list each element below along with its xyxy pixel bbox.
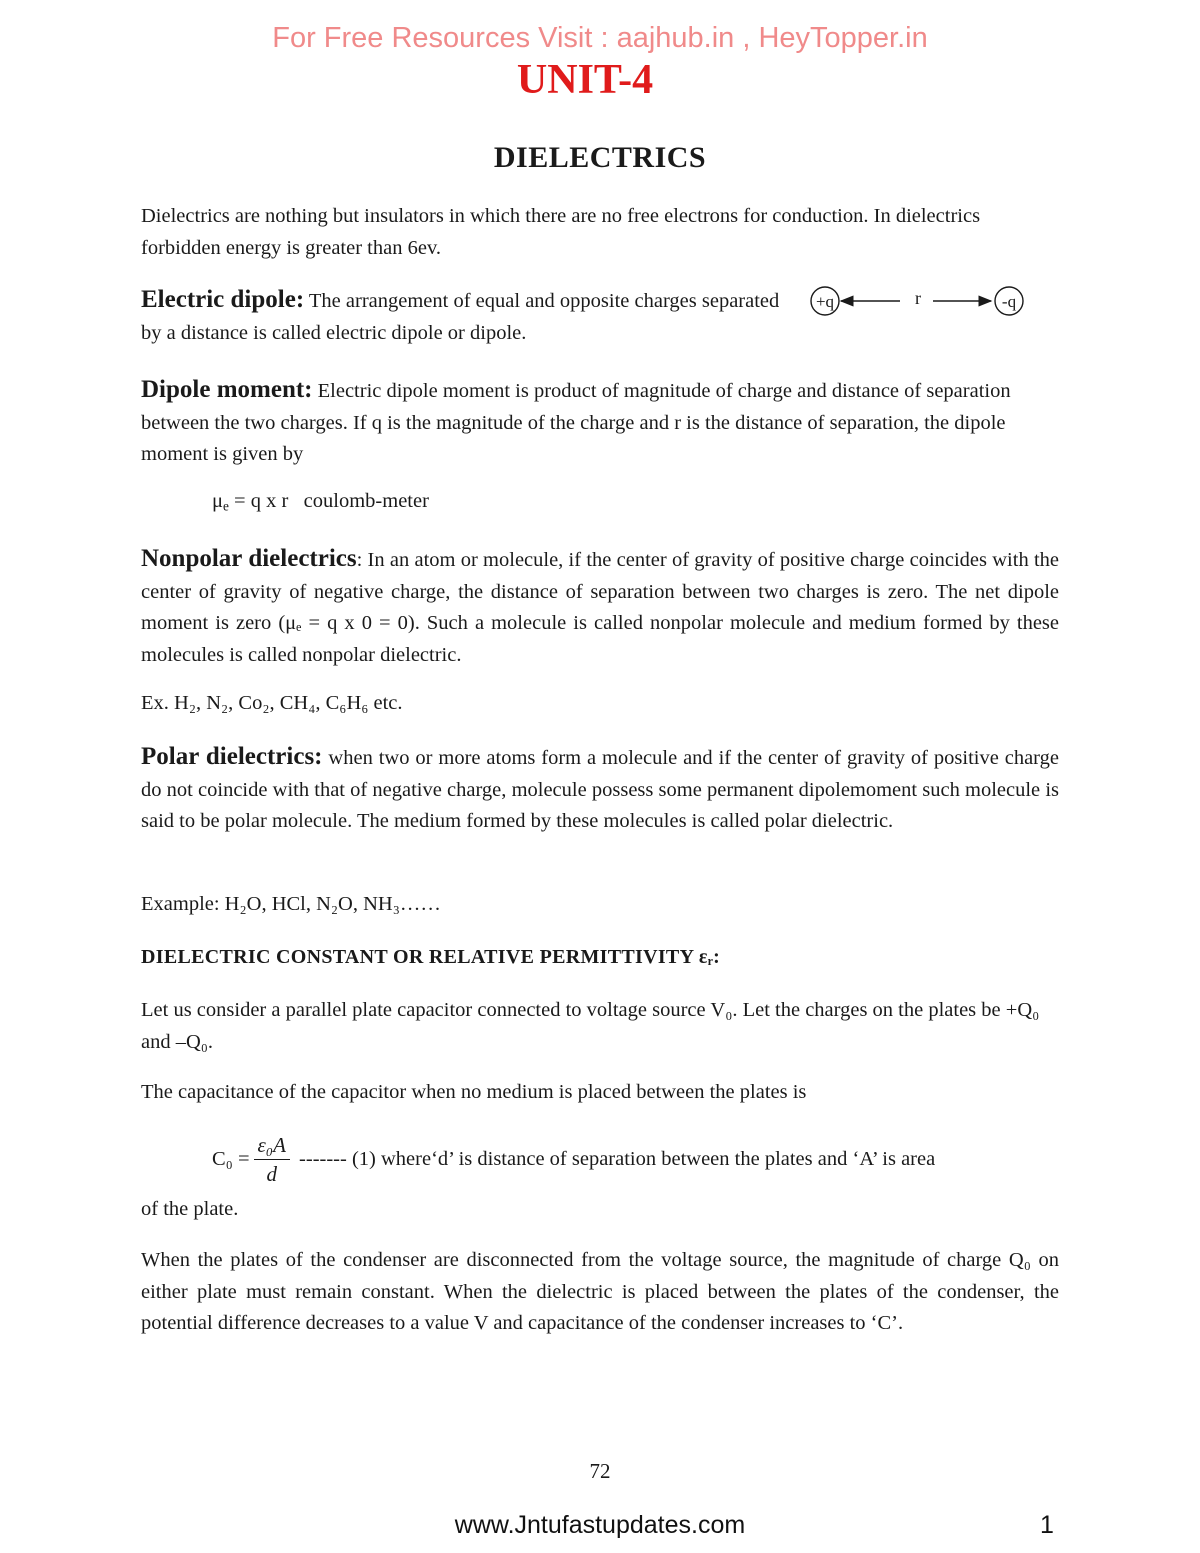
- electric-dipole-term: Electric dipole:: [141, 286, 305, 313]
- nonpolar-example: Ex. H₂, N₂, Co₂, CH₄, C₆H₆ etc.: [141, 692, 403, 714]
- electric-dipole-text: The arrangement of equal and opposite charges separated by a distance is called electric dipole or dipole.: [141, 290, 780, 344]
- polar-text: when two or more atoms form a molecule and if the center of gravity of positive charge do not coincide with that of negative charge, molecule possess some permanent dipolemoment such molecule is said to be polar molecule. The medium formed by these molecules is called polar dielectric.: [141, 747, 1059, 832]
- dipole-diagram: [805, 282, 1035, 322]
- nonpolar-paragraph: [141, 543, 1059, 671]
- formula-mu: μ: [212, 490, 223, 512]
- dielectric-constant-para3: When the plates of the condenser are disconnected from the voltage source, the magnitude of charge Q₀ on either plate must remain constant. When the dielectric is placed between the plates of the condenser, the potential difference decreases to a value V and capacitance of the condenser increases to ‘C’.: [141, 1249, 1059, 1334]
- nonpolar-text: : In an atom or molecule, if the center of gravity of positive charge coincides with the center of gravity of negative charge, the distance of separation between two charges is zero. The net dipole moment is zero (μₑ = q x 0 = 0). Such a molecule is called nonpolar molecule and medium formed by these molecules is called nonpolar dielectric.: [141, 549, 1059, 666]
- formula-fraction: [254, 1133, 290, 1186]
- formula-denominator: d: [266, 1162, 277, 1186]
- dipole-moment-paragraph: [141, 374, 1041, 471]
- page-number: 72: [589, 1459, 611, 1483]
- distance-label: r: [915, 288, 921, 308]
- dipole-moment-text: Electric dipole moment is product of magnitude of charge and distance of separation between the two charges. If q is the magnitude of the charge and r is the distance of separation, the dipole moment is given by: [141, 380, 1011, 465]
- formula-continuation: of the plate.: [141, 1198, 239, 1220]
- nonpolar-term: Nonpolar dielectrics: [141, 545, 357, 572]
- capacitance-formula: [212, 1133, 1072, 1186]
- section-title: DIELECTRICS: [493, 141, 707, 174]
- polar-example: Example: H₂O, HCl, N₂O, NH₃……: [141, 893, 441, 915]
- dielectric-constant-para2: The capacitance of the capacitor when no medium is placed between the plates is: [141, 1081, 807, 1103]
- footer-url[interactable]: www.Jntufastupdates.com: [454, 1511, 746, 1539]
- dipole-moment-term: Dipole moment:: [141, 376, 313, 403]
- formula-rest: ------- (1) where‘d’ is distance of separation between the plates and ‘A’ is area: [293, 1148, 936, 1170]
- dielectric-constant-heading: DIELECTRIC CONSTANT OR RELATIVE PERMITTIVITY εᵣ:: [141, 946, 721, 968]
- formula-lhs: C₀ =: [212, 1148, 250, 1170]
- watermark: For Free Resources Visit : aajhub.in , HeyTopper.in: [272, 22, 928, 54]
- positive-charge-label: +q: [815, 292, 835, 311]
- unit-title: UNIT-4: [516, 57, 654, 103]
- formula-mu-rest: = q x r coulomb-meter: [228, 490, 429, 512]
- dipole-moment-formula: [212, 490, 429, 514]
- formula-numerator: ε₀A: [254, 1133, 290, 1160]
- polar-term: Polar dielectrics:: [141, 743, 323, 770]
- negative-charge-label: -q: [1001, 292, 1017, 311]
- footer-page-number: 1: [1040, 1511, 1054, 1539]
- electric-dipole-paragraph: [141, 284, 791, 349]
- polar-paragraph: [141, 741, 1059, 838]
- dielectric-constant-para1: Let us consider a parallel plate capacitor connected to voltage source V₀. Let the charges on the plates be +Q₀ and –Q₀.: [141, 999, 1040, 1053]
- intro-paragraph: Dielectrics are nothing but insulators in which there are no free electrons for conduction. In dielectrics forbidden energy is greater than 6ev.: [141, 205, 981, 259]
- formula-mu-subscript: e: [223, 498, 229, 514]
